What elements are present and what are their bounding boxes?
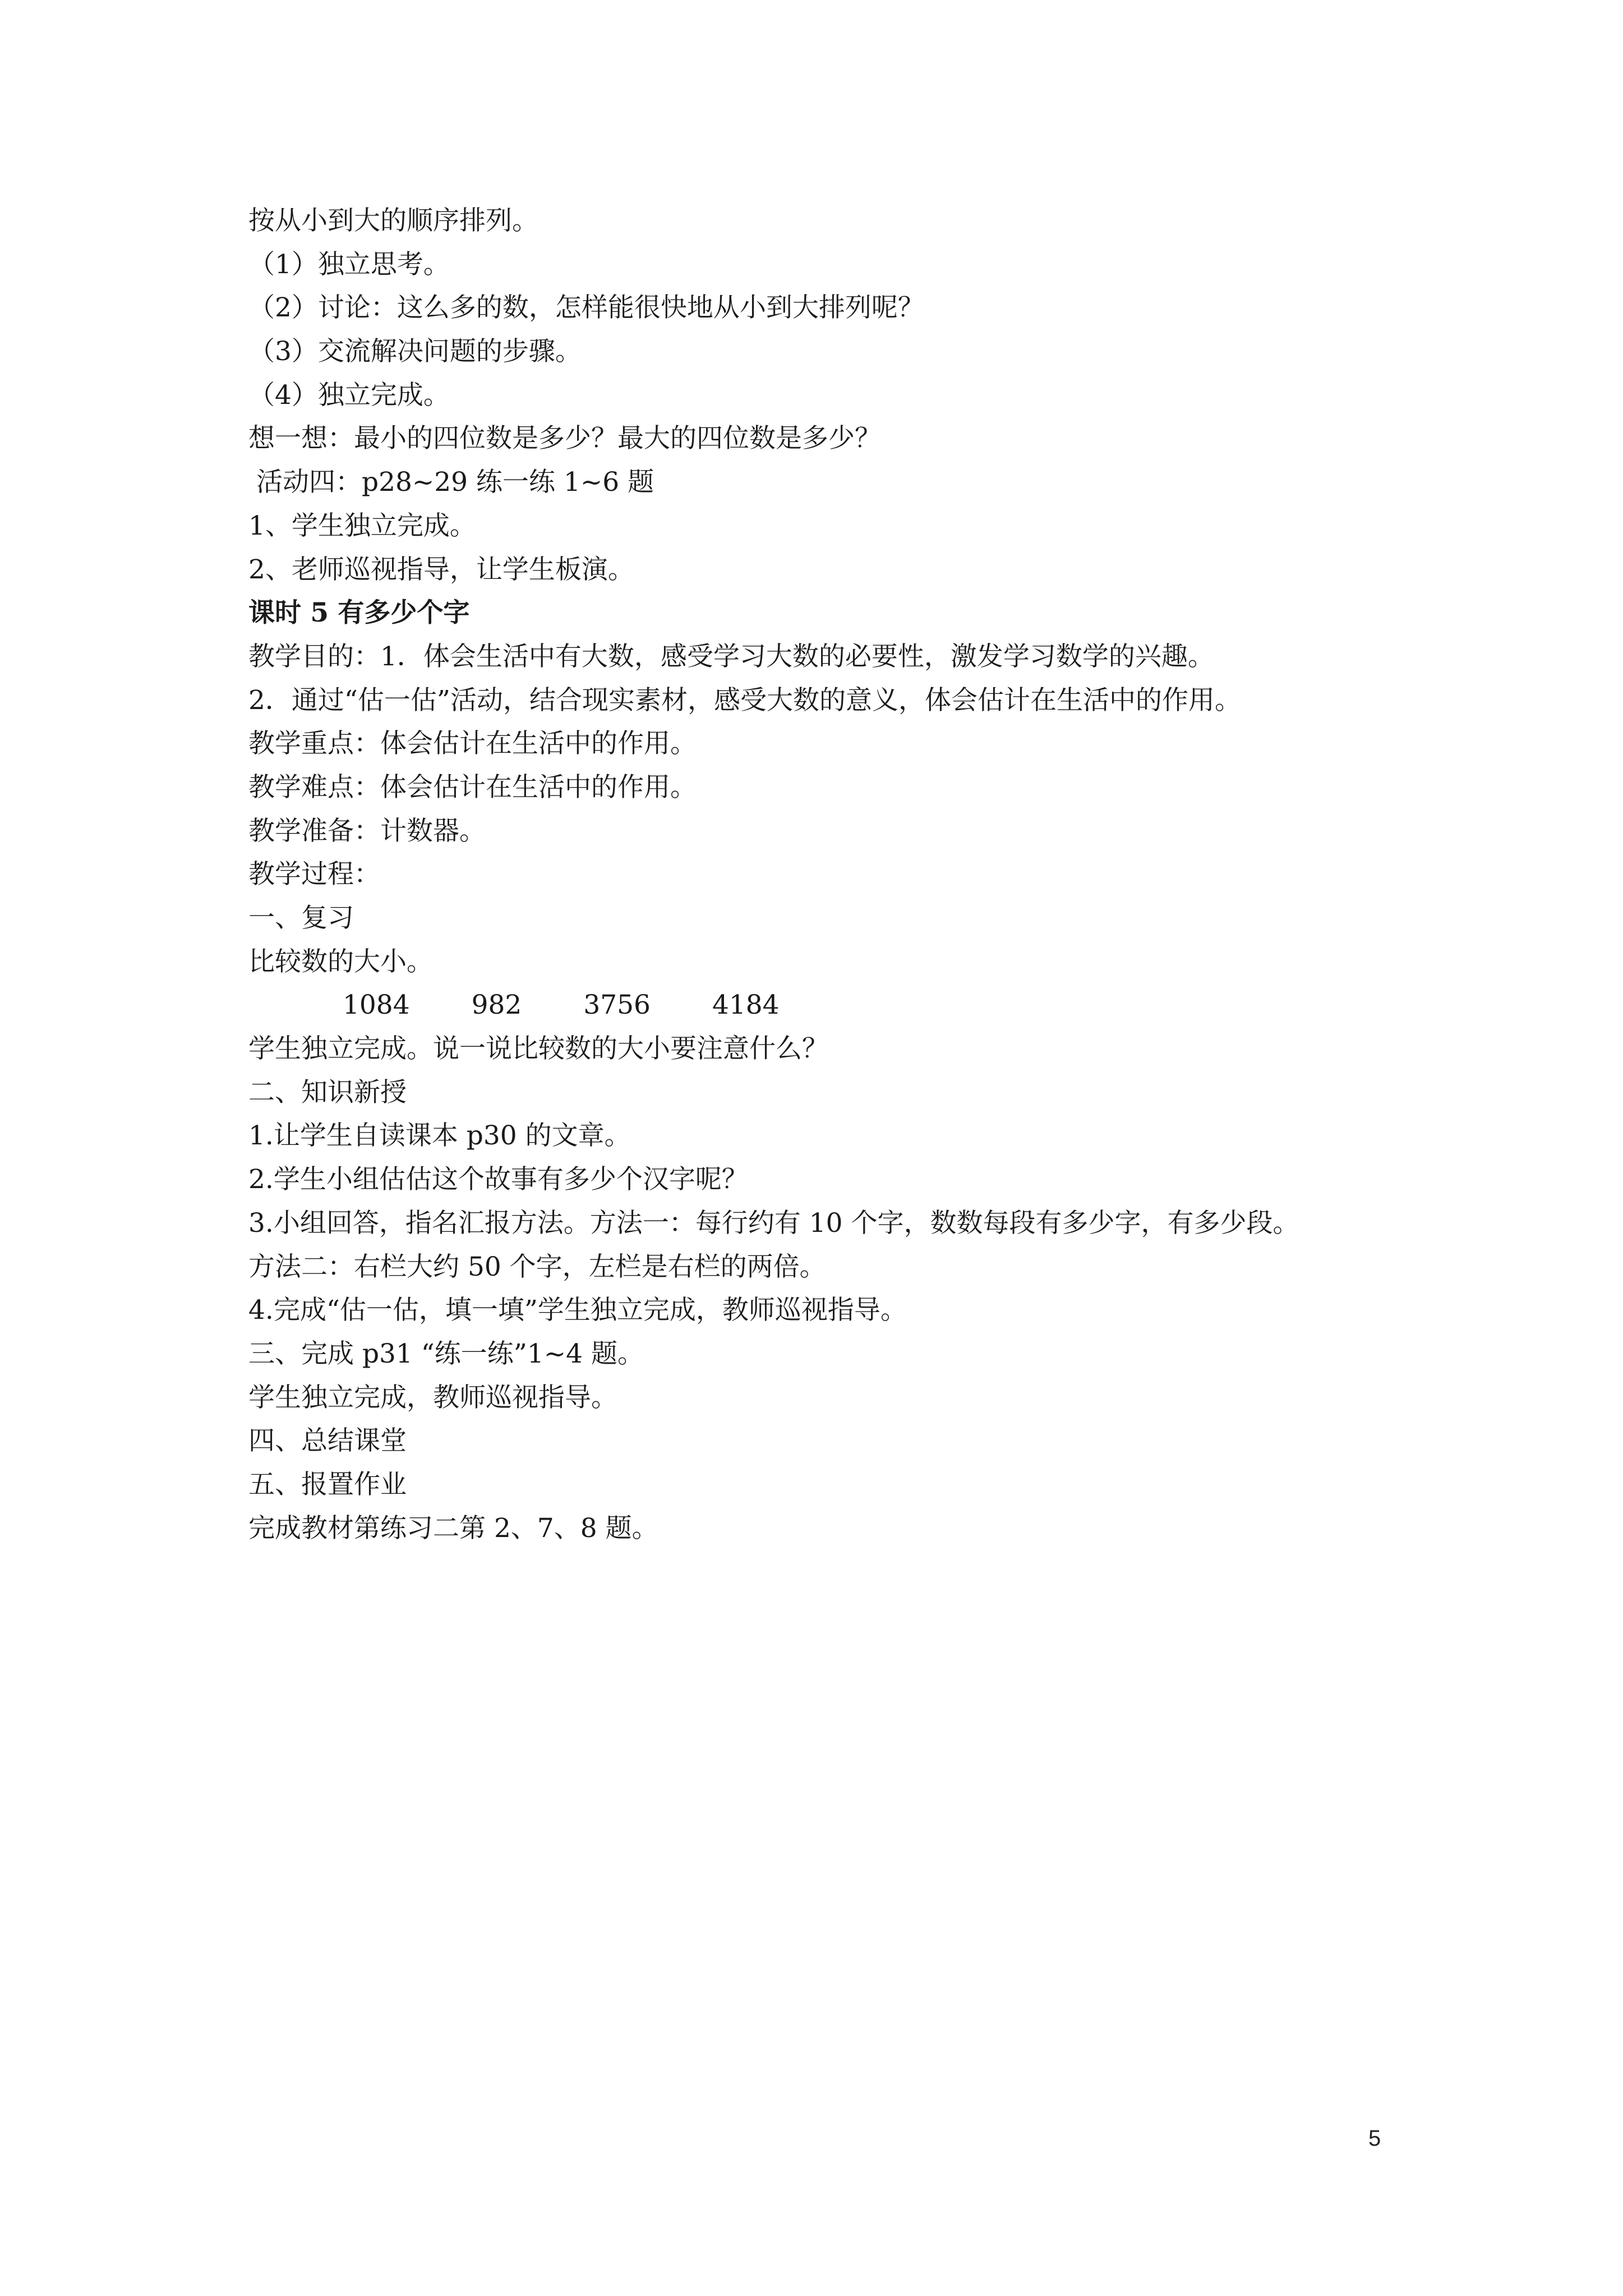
text-line: 教学准备：计数器。 bbox=[248, 815, 486, 846]
text-line: （2）讨论：这么多的数，怎样能很快地从小到大排列呢？ bbox=[248, 292, 924, 324]
lesson-heading: 课时 5 有多少个字 bbox=[248, 597, 470, 629]
text-line: （4）独立完成。 bbox=[248, 379, 450, 411]
text-line: 2.学生小组估估这个故事有多少个汉字呢？ bbox=[248, 1164, 748, 1195]
text-line: 1.让学生自读课本 p30 的文章。 bbox=[248, 1120, 631, 1152]
page-number: 5 bbox=[1368, 2126, 1381, 2151]
number-row bbox=[248, 983, 1426, 1027]
section-heading: 一、复习 bbox=[248, 903, 354, 933]
text-line: 1、学生独立完成。 bbox=[248, 510, 476, 541]
page-body bbox=[248, 199, 1426, 1550]
text-line: 想一想：最小的四位数是多少？最大的四位数是多少？ bbox=[248, 423, 881, 454]
text-line: 比较数的大小。 bbox=[248, 946, 433, 977]
number-value: 1084 bbox=[343, 990, 410, 1021]
text-line: 完成教材第练习二第 2、7、8 题。 bbox=[248, 1512, 658, 1544]
text-line: 活动四：p28~29 练一练 1~6 题 bbox=[256, 467, 654, 498]
text-line: 2．通过“估一估”活动，结合现实素材，感受大数的意义，体会估计在生活中的作用。 bbox=[248, 684, 1241, 716]
section-heading: 三、完成 p31 “练一练”1~4 题。 bbox=[248, 1338, 644, 1369]
text-line: 教学难点：体会估计在生活中的作用。 bbox=[248, 771, 697, 803]
text-line: 2、老师巡视指导，让学生板演。 bbox=[248, 554, 634, 585]
text-line: 学生独立完成。说一说比较数的大小要注意什么？ bbox=[248, 1033, 828, 1065]
text-line: 方法二：右栏大约 50 个字，左栏是右栏的两倍。 bbox=[248, 1251, 826, 1282]
text-line: 学生独立完成，教师巡视指导。 bbox=[248, 1382, 617, 1413]
text-line: 教学重点：体会估计在生活中的作用。 bbox=[248, 728, 697, 760]
number-value: 982 bbox=[471, 990, 522, 1021]
text-line: （3）交流解决问题的步骤。 bbox=[248, 336, 582, 367]
text-line: 3.小组回答，指名汇报方法。方法一：每行约有 10 个字，数数每段有多少字，有多少段。 bbox=[248, 1207, 1299, 1239]
text-line: （1）独立思考。 bbox=[248, 249, 450, 280]
text-line: 4.完成“估一估，填一填”学生独立完成，教师巡视指导。 bbox=[248, 1295, 907, 1326]
text-line: 按从小到大的顺序排列。 bbox=[248, 205, 538, 236]
number-value: 3756 bbox=[583, 990, 651, 1021]
text-line: 教学过程： bbox=[248, 859, 380, 890]
section-heading: 五、报置作业 bbox=[248, 1469, 407, 1500]
section-heading: 二、知识新授 bbox=[248, 1076, 407, 1108]
section-heading: 四、总结课堂 bbox=[248, 1425, 407, 1457]
text-line: 教学目的：1．体会生活中有大数，感受学习大数的必要性，激发学习数学的兴趣。 bbox=[248, 641, 1214, 672]
number-value: 4184 bbox=[712, 990, 780, 1021]
